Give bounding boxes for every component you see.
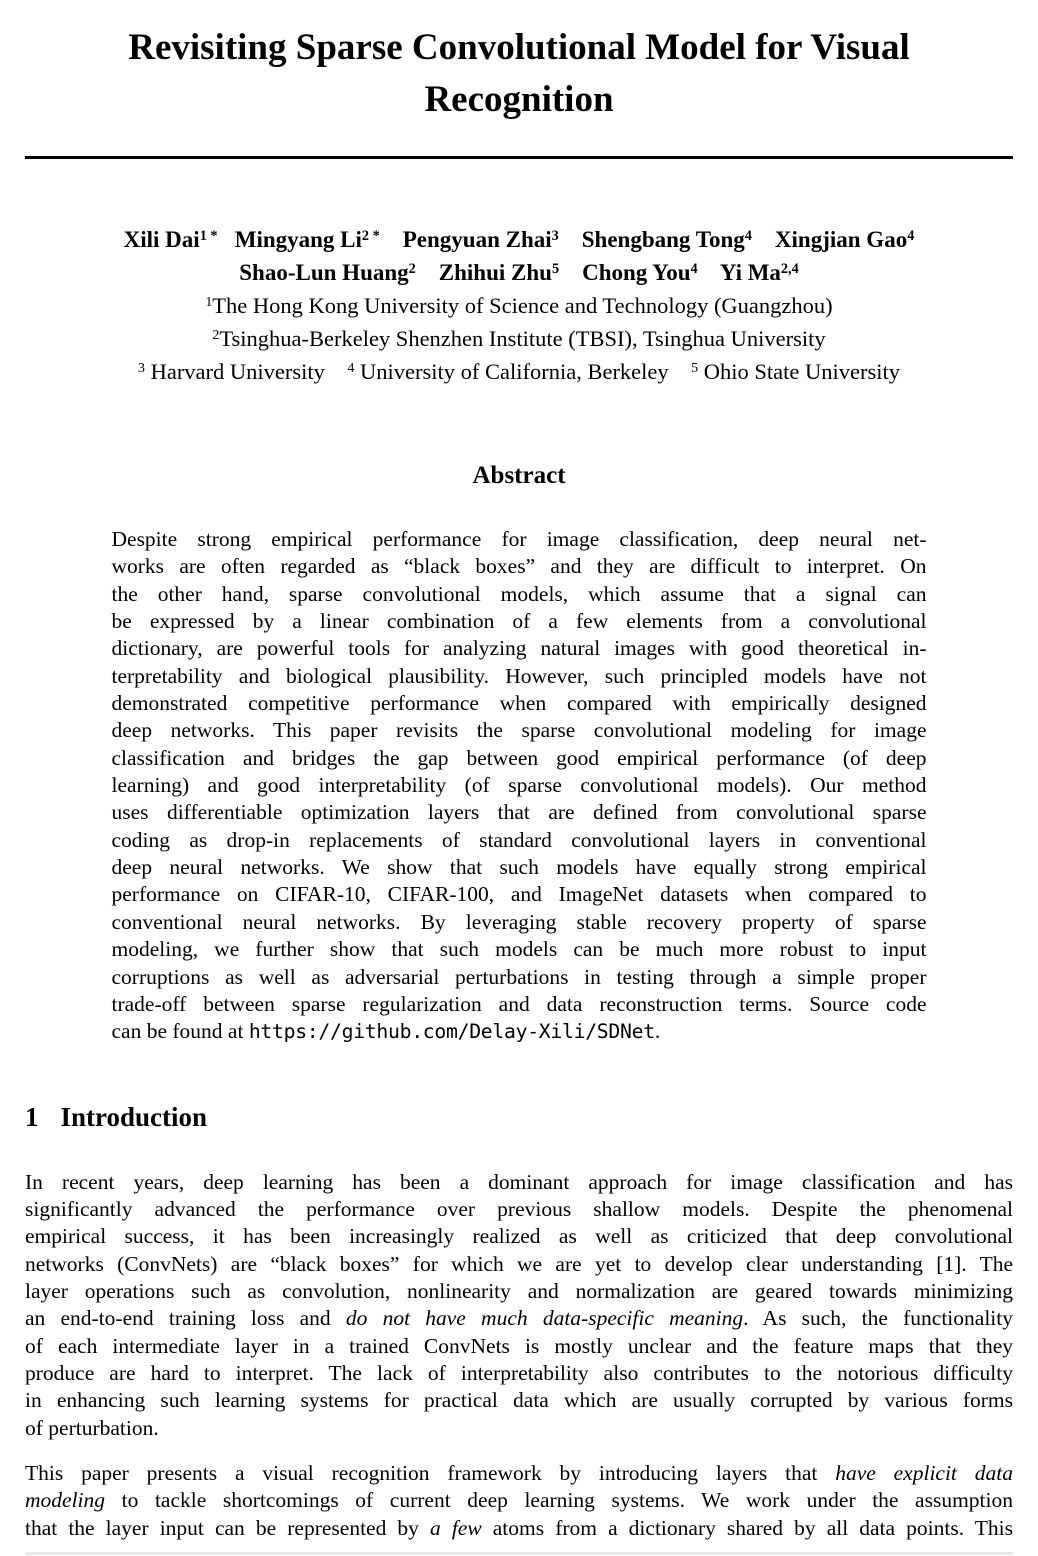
text-segment [559, 227, 582, 252]
text-segment: the other hand, sparse convolutional models, which assume that a signal can [111, 581, 927, 606]
text-line [25, 1460, 1013, 1487]
text-segment: learning) and good interpretability (of sparse convolutional models). Our method [111, 773, 927, 798]
intro-paragraph-2 [25, 1460, 1013, 1542]
text-line [25, 225, 1013, 258]
text-segment [559, 260, 582, 285]
paper-page [25, 22, 1013, 1556]
text-segment: The Hong Kong University of Science and Technology (Guangzhou) [212, 293, 833, 318]
text-segment: 4 [744, 227, 752, 244]
text-segment: Xingjian Gao [774, 227, 908, 252]
intro-paragraph-1 [25, 1169, 1013, 1442]
text-segment: works are often regarded as “black boxes” and they are difficult to interpret. On [111, 554, 927, 579]
text-line [112, 690, 927, 717]
text-segment: corruptions as well as adversarial perturbations in testing through a simple proper [111, 964, 927, 989]
text-line [112, 964, 927, 991]
text-segment: This paper presents a visual recognition framework by introducing layers that [25, 1460, 836, 1485]
paper-title-line-1: Revisiting Sparse Convolutional Model for Visual [128, 27, 910, 68]
text-segment: modeling [25, 1488, 106, 1513]
title-rule [25, 156, 1013, 159]
text-segment: terpretability and biological plausibility. However, such principled models have not [111, 663, 927, 688]
text-segment: that the layer input can be represented by [25, 1515, 430, 1540]
text-segment: uses differentiable optimization layers that are defined from convolutional sparse [111, 800, 927, 825]
abstract-text [112, 526, 927, 1046]
text-segment: in enhancing such learning systems for practical data which are usually corrupted by various forms [25, 1388, 1013, 1413]
text-segment: trade-off between sparse regularization and data reconstruction terms. Source code [111, 991, 927, 1016]
text-line [112, 745, 927, 772]
text-segment: coding as drop-in replacements of standard convolutional layers in conventional [111, 827, 927, 852]
text-segment: deep neural networks. We show that such models have equally strong empirical [111, 855, 927, 880]
text-line [112, 635, 927, 662]
text-line [112, 799, 927, 826]
page-bottom-cutoff [25, 1552, 1013, 1555]
source-code-url[interactable]: https://github.com/Delay-Xili/SDNet [248, 1020, 655, 1044]
text-line [25, 1223, 1013, 1250]
text-segment: have explicit data [835, 1460, 1013, 1485]
text-segment: be expressed by a linear combination of a few elements from a convolutional [111, 609, 927, 634]
text-segment: 2 [212, 328, 220, 344]
text-line [25, 1169, 1013, 1196]
text-segment: 5 [691, 361, 699, 377]
text-line [25, 1278, 1013, 1305]
text-segment [416, 260, 439, 285]
text-segment [380, 227, 403, 252]
text-segment: atoms from a dictionary shared by all data points. This [481, 1515, 1013, 1540]
text-line [25, 258, 1013, 291]
text-line [112, 772, 927, 799]
text-segment: Ohio State University [698, 359, 900, 384]
text-segment: Despite strong empirical performance for image classification, deep neural net- [111, 527, 927, 551]
text-line [112, 553, 927, 580]
text-segment: Shengbang Tong [581, 227, 745, 252]
text-line [112, 881, 927, 908]
text-segment: Pengyuan Zhai [402, 227, 552, 252]
text-segment: Zhihui Zhu [438, 260, 552, 285]
text-segment: 1 * [199, 227, 218, 244]
text-line [25, 1415, 1013, 1442]
text-segment [752, 227, 775, 252]
text-segment: Tsinghua-Berkeley Shenzhen Institute (TBSI), Tsinghua University [219, 326, 826, 351]
author-block [25, 225, 1013, 390]
paper-title-line-2: Recognition [424, 79, 614, 120]
text-segment: conventional neural networks. By leveraging stable recovery property of sparse [111, 909, 927, 934]
abstract-heading: Abstract [472, 462, 566, 489]
text-segment: . As such, the functionality [743, 1306, 1013, 1331]
text-segment [218, 227, 235, 252]
text-line [25, 1251, 1013, 1278]
text-segment: produce are hard to interpret. The lack of interpretability also contributes to the notorious difficulty [25, 1360, 1013, 1385]
text-segment: Chong You [582, 260, 691, 285]
text-segment: a few [430, 1515, 482, 1540]
text-line [112, 854, 927, 881]
text-line [25, 1487, 1013, 1514]
text-line [25, 1305, 1013, 1332]
text-segment: 2 * [361, 227, 380, 244]
text-line [112, 581, 927, 608]
text-segment: can be found at [111, 1019, 249, 1044]
text-segment: 2 [408, 260, 416, 277]
text-line [112, 936, 927, 963]
text-segment: do not have much data-specific meaning [345, 1306, 744, 1331]
text-segment: deep networks. This paper revisits the sparse convolutional modeling for image [111, 718, 927, 743]
text-segment: demonstrated competitive performance when compared with empirically designed [111, 691, 927, 716]
text-line [112, 608, 927, 635]
text-segment: to tackle shortcomings of current deep learning systems. We work under the assumption [105, 1488, 1013, 1513]
text-segment: empirical success, it has been increasingly realized as well as criticized that deep convolutional [25, 1224, 1013, 1249]
text-segment [698, 260, 720, 285]
text-line [25, 1515, 1013, 1542]
text-line [112, 526, 927, 553]
text-segment: Shao-Lun Huang [239, 260, 409, 285]
text-segment: an end-to-end training loss and [25, 1306, 346, 1331]
text-line [25, 291, 1013, 324]
text-segment: In recent years, deep learning has been a dominant approach for image classification and has [25, 1169, 1013, 1194]
text-segment: Mingyang Li [234, 227, 362, 252]
text-segment: 3 [137, 361, 145, 377]
text-segment: 2,4 [780, 260, 799, 277]
text-segment: 4 [907, 227, 915, 244]
paper-title [25, 22, 1013, 126]
section-title: Introduction [60, 1101, 208, 1132]
section-heading-introduction [25, 1102, 1013, 1133]
text-segment: 4 [347, 361, 355, 377]
text-line [112, 827, 927, 854]
text-segment: Xili Dai [123, 227, 200, 252]
text-segment: Yi Ma [719, 260, 781, 285]
text-line [112, 1018, 927, 1045]
text-line [25, 1196, 1013, 1223]
text-line [112, 991, 927, 1018]
text-line [25, 1360, 1013, 1387]
text-segment: significantly advanced the performance over previous shallow models. Despite the phenomenal [25, 1196, 1013, 1221]
text-segment: performance on CIFAR-10, CIFAR-100, and ImageNet datasets when compared to [111, 882, 927, 907]
text-segment: of each intermediate layer in a trained ConvNets is mostly unclear and the feature maps that they [25, 1333, 1013, 1358]
text-line [112, 663, 927, 690]
text-line [112, 717, 927, 744]
text-line [25, 357, 1013, 390]
text-line [25, 1387, 1013, 1414]
text-segment: . [654, 1019, 661, 1044]
text-segment: 5 [551, 260, 560, 277]
text-segment: 1 [205, 295, 213, 311]
text-segment: 3 [551, 227, 559, 244]
text-line [112, 909, 927, 936]
text-segment: modeling, we further show that such models can be much more robust to input [111, 937, 927, 962]
text-segment: Harvard University [144, 359, 348, 384]
text-segment: 4 [690, 260, 698, 277]
text-segment: classification and bridges the gap between good empirical performance (of deep [111, 745, 927, 770]
text-line [25, 324, 1013, 357]
text-line [25, 1333, 1013, 1360]
text-segment: layer operations such as convolution, nonlinearity and normalization are geared towards minimizing [25, 1278, 1013, 1303]
section-number: 1 [25, 1101, 39, 1132]
text-segment: University of California, Berkeley [354, 359, 692, 384]
text-segment: of perturbation. [25, 1415, 159, 1440]
text-segment: dictionary, are powerful tools for analyzing natural images with good theoretical in- [111, 636, 927, 661]
text-segment: networks (ConvNets) are “black boxes” for which we are yet to develop clear understanding [1]. The [25, 1251, 1013, 1276]
